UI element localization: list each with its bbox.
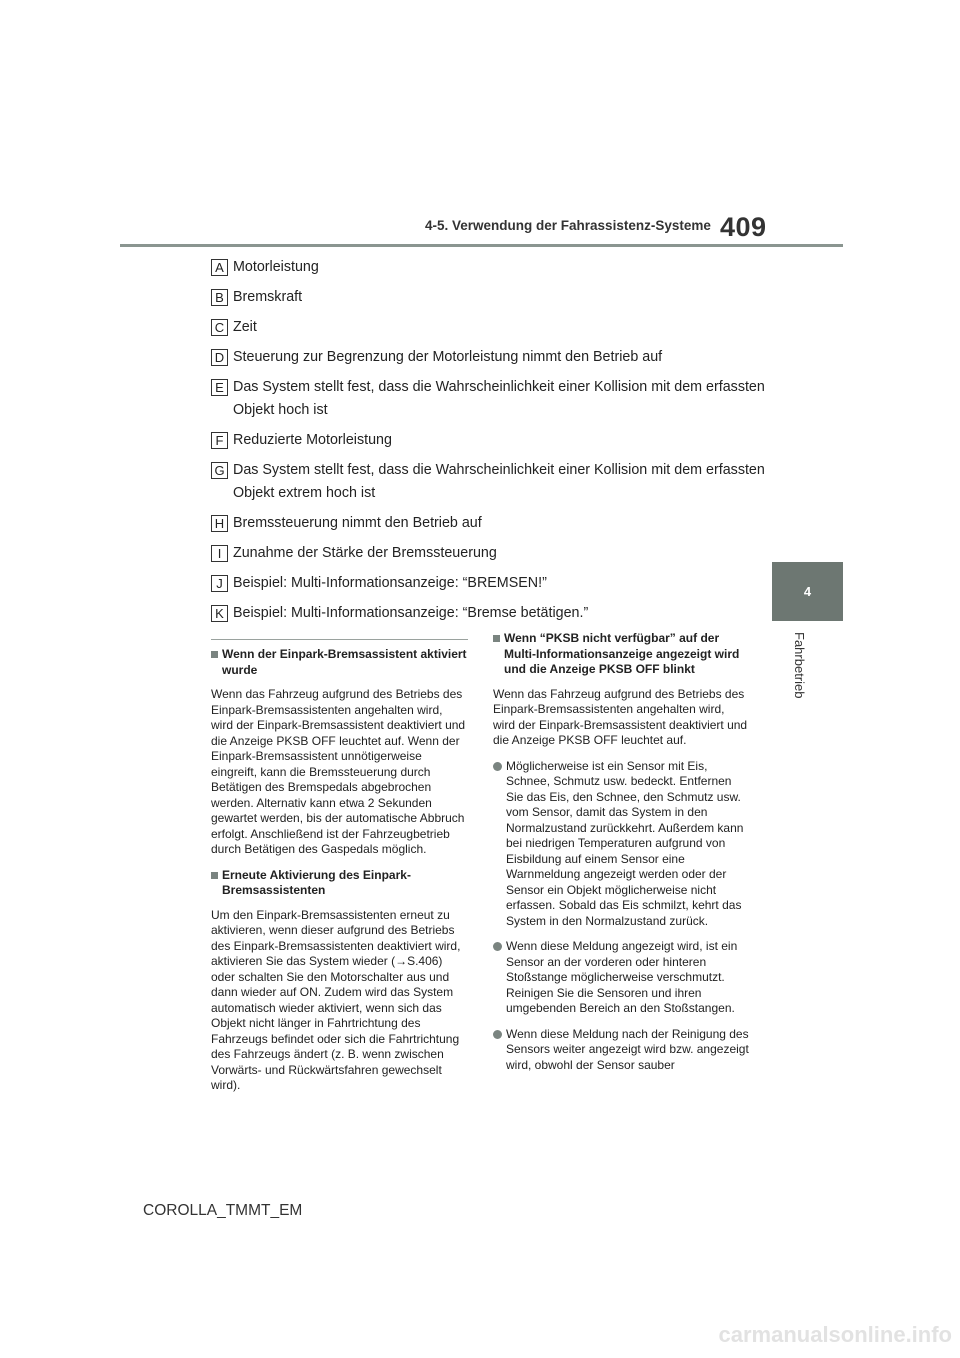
section-paragraph: Wenn das Fahrzeug aufgrund des Betriebs des Einpark-Bremsassistenten angehalten wird, wird der Einpark-Bremsassistent deaktiviert und die Anzeige PKSB OFF leuchtet auf. Wenn der Einpark-Bremsassistent unnötigerweise eingreift, kann die Bremssteuerung durch Betätigen des Bremspedals abgebrochen werden. Alternativ kann etwa 2 Sekunden gewartet werden, bis der automatische Abbruch erfolgt. Anschließend ist der Fahrzeugbetrieb durch Betätigen des Gaspedals möglich. [211,687,466,856]
legend-text: Reduzierte Motorleistung [233,432,392,448]
section-title: 4-5. Verwendung der Fahrassistenz-Systeme [425,218,711,233]
legend-letter: D [211,349,228,366]
legend-letter: K [211,605,228,622]
section-heading-text: Wenn der Einpark-Bremsassistent aktiviert wurde [222,647,467,677]
legend-letter: I [211,545,228,562]
legend-letter: J [211,575,228,592]
chapter-tab [772,562,843,621]
legend-text: Beispiel: Multi-Informationsanzeige: “Bremse betätigen.” [233,605,589,621]
legend-item [211,572,771,595]
legend-text: Das System stellt fest, dass die Wahrscheinlichkeit einer Kollision mit dem erfassten Objekt extrem hoch ist [233,462,765,501]
round-bullet-icon [493,942,502,951]
square-bullet-icon [211,872,218,879]
right-column [493,631,749,1083]
section-heading-text: Wenn “PKSB nicht verfügbar” auf der Multi-Informationsanzeige angezeigt wird und die Anzeige PKSB OFF blinkt [504,631,740,676]
legend-letter: E [211,379,228,396]
legend-letter: C [211,319,228,336]
section-paragraph: Wenn das Fahrzeug aufgrund des Betriebs des Einpark-Bremsassistenten angehalten wird, wird der Einpark-Bremsassistent deaktiviert und die Anzeige PKSB OFF leuchtet auf. [493,686,748,747]
legend-text: Bremskraft [233,289,303,305]
legend-item [211,256,771,279]
legend-letter: F [211,432,228,449]
legend-text: Beispiel: Multi-Informationsanzeige: “BREMSEN!” [233,575,547,591]
round-bullet-icon [493,762,502,771]
column-rule [211,639,468,640]
bullet-item [493,939,749,1017]
bullet-text: Wenn diese Meldung nach der Reinigung des Sensors weiter angezeigt wird bzw. angezeigt wird, obwohl der Sensor sauber [506,1026,749,1072]
chapter-label: Fahrbetrieb [792,632,807,699]
left-column [211,647,467,1104]
legend-item [211,602,771,625]
legend-text: Zunahme der Stärke der Bremssteuerung [233,545,497,561]
bullet-text: Möglicherweise ist ein Sensor mit Eis, Schnee, Schmutz usw. bedeckt. Entfernen Sie das Eis, den Schnee, den Schmutz usw. vom Sensor, damit das System in den Normalzustand zurückkehrt. Außerdem kann bei niedrigen Temperaturen aufgrund von Eisbildung auf einem Sensor eine Warnmeldung angezeigt werden oder der Sensor ein Objekt möglicherweise nicht erfassen. Sobald das Eis schmilzt, kehrt das System in den Normalzustand zurück. [506,758,744,928]
header-rule [120,244,843,247]
legend-item [211,459,771,505]
legend-item [211,512,771,535]
legend-item [211,376,771,422]
bullet-text: Wenn diese Meldung angezeigt wird, ist ein Sensor an der vorderen oder hinteren Stoßstange möglicherweise verschmutzt. Reinigen Sie die Sensoren und ihren umgebenden Bereich an den Stoßstangen. [506,939,738,1015]
figure-legend [211,256,771,632]
bullet-item [493,1027,749,1074]
legend-item [211,542,771,565]
legend-text: Bremssteuerung nimmt den Betrieb auf [233,515,482,531]
legend-text: Motorleistung [233,259,319,275]
square-bullet-icon [211,651,218,658]
section-heading [211,868,467,899]
square-bullet-icon [493,635,500,642]
watermark: carmanualsonline.info [718,1322,952,1347]
legend-text: Steuerung zur Begrenzung der Motorleistung nimmt den Betrieb auf [233,349,663,365]
legend-letter: H [211,515,228,532]
legend-letter: B [211,289,228,306]
legend-item [211,429,771,452]
legend-text: Zeit [233,319,257,335]
legend-item [211,316,771,339]
legend-item [211,346,771,369]
section-paragraph: Um den Einpark-Bremsassistenten erneut zu aktivieren, wenn dieser aufgrund des Betriebs des Einpark-Bremsassistenten deaktiviert wird, aktivieren Sie das System wieder (→S.406) oder schalten Sie den Motorschalter aus und dann wieder auf ON. Zudem wird das System automatisch wieder aktiviert, wenn sich das Objekt nicht länger in Fahrtrichtung des Fahrzeugs befindet oder sich die Fahrtrichtung des Fahrzeugs ändert (z. B. wenn zwischen Vorwärts- und Rückwärtsfahren gewechselt wird). [211,907,461,1092]
chapter-number: 4 [803,584,812,599]
page-number: 409 [720,212,767,242]
model-code: COROLLA_TMMT_EM [143,1202,303,1219]
legend-letter: G [211,462,228,479]
section-heading [211,647,467,678]
legend-text: Das System stellt fest, dass die Wahrscheinlichkeit einer Kollision mit dem erfassten Objekt hoch ist [233,379,765,418]
round-bullet-icon [493,1030,502,1039]
section-heading-text: Erneute Aktivierung des Einpark-Bremsassistenten [222,867,411,897]
legend-item [211,286,771,309]
bullet-item [493,759,749,930]
section-heading [493,631,749,678]
legend-letter: A [211,259,228,276]
